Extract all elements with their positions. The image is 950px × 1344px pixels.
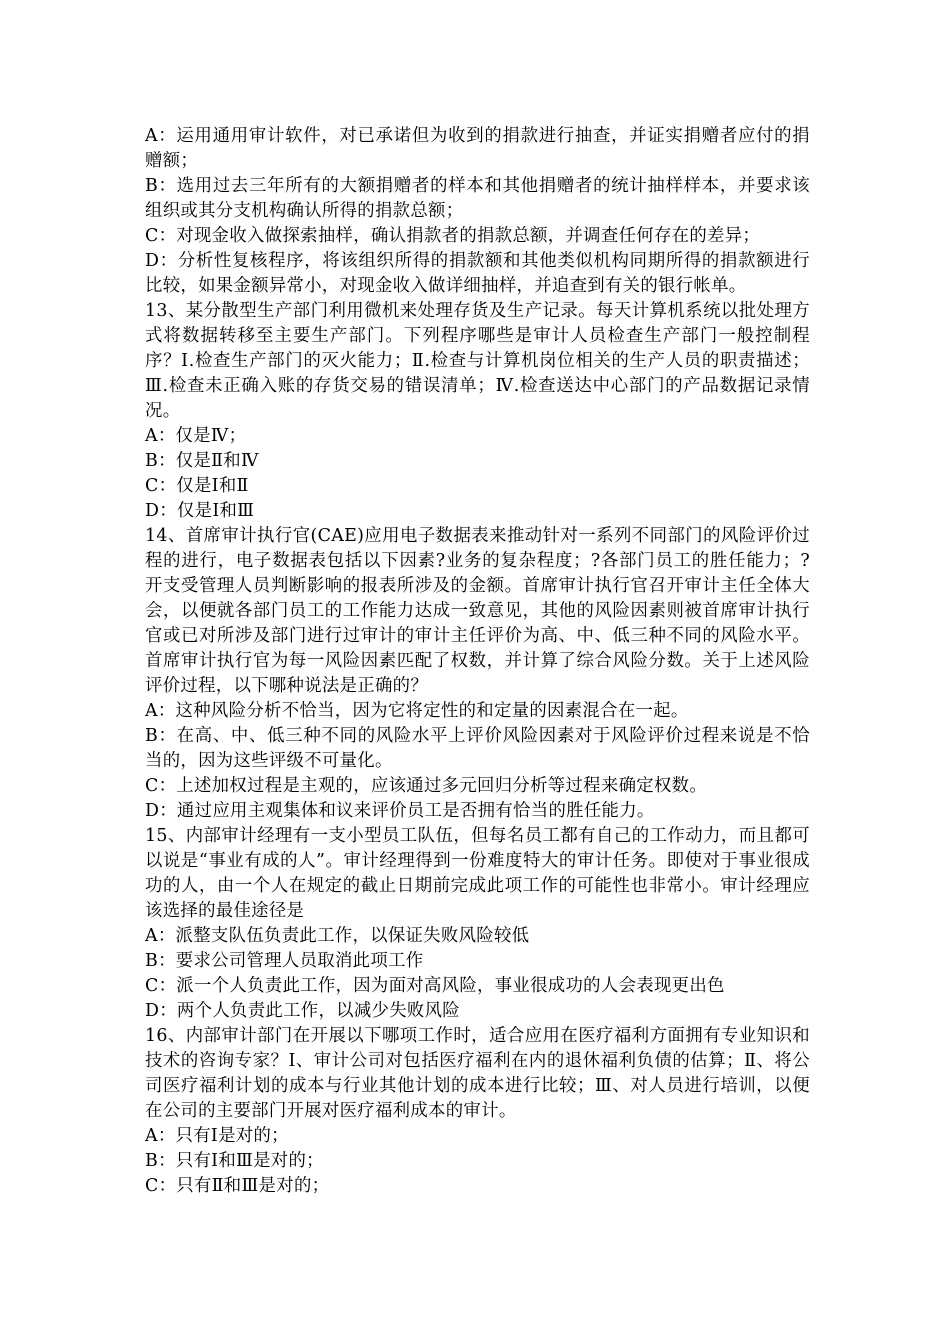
option-a-q15: A：派整支队伍负责此工作，以保证失败风险较低 bbox=[145, 926, 530, 946]
option-b-q12: B：选用过去三年所有的大额捐赠者的样本和其他捐赠者的统计抽样样本，并要求该组织或其分支机构确认所得的捐款总额； bbox=[145, 176, 810, 221]
option-c-q13: C：仅是Ⅰ和Ⅱ bbox=[145, 476, 249, 496]
option-c-q12: C：对现金收入做探索抽样，确认捐款者的捐款总额，并调查任何存在的差异； bbox=[145, 226, 761, 246]
option-b-q13: B：仅是Ⅱ和Ⅳ bbox=[145, 451, 259, 471]
option-c-q16: C：只有Ⅱ和Ⅲ是对的； bbox=[145, 1176, 330, 1196]
question-13: 13、某分散型生产部门利用微机来处理存货及生产记录。每天计算机系统以批处理方式将数据转移至主要生产部门。下列程序哪些是审计人员检查生产部门一般控制程序？Ⅰ.检查生产部门的灭火能力；Ⅱ.检查与计算机岗位相关的生产人员的职责描述；Ⅲ.检查未正确入账的存货交易的错误清单；Ⅳ.检查送达中心部门的产品数据记录情况。 bbox=[145, 301, 810, 421]
option-d-q12: D：分析性复核程序，将该组织所得的捐款额和其他类似机构同期所得的捐款额进行比较，如果金额异常小，对现金收入做详细抽样，并追查到有关的银行帐单。 bbox=[145, 251, 810, 296]
option-d-q13: D：仅是Ⅰ和Ⅲ bbox=[145, 501, 255, 521]
option-c-q14: C：上述加权过程是主观的，应该通过多元回归分析等过程来确定权数。 bbox=[145, 776, 708, 796]
option-a-q12: A：运用通用审计软件，对已承诺但为收到的捐款进行抽查，并证实捐赠者应付的捐赠额； bbox=[145, 126, 810, 171]
option-d-q15: D：两个人负责此工作，以减少失败风险 bbox=[145, 1001, 460, 1021]
option-a-q16: A：只有Ⅰ是对的； bbox=[145, 1126, 289, 1146]
option-d-q14: D：通过应用主观集体和议来评价员工是否拥有恰当的胜任能力。 bbox=[145, 801, 655, 821]
document-page bbox=[145, 124, 810, 1199]
option-c-q15: C：派一个人负责此工作，因为面对高风险，事业很成功的人会表现更出色 bbox=[145, 976, 725, 996]
question-16: 16、内部审计部门在开展以下哪项工作时，适合应用在医疗福利方面拥有专业知识和技术的咨询专家？Ⅰ、审计公司对包括医疗福利在内的退休福利负债的估算；Ⅱ、将公司医疗福利计划的成本与行业其他计划的成本进行比较；Ⅲ、对人员进行培训，以便在公司的主要部门开展对医疗福利成本的审计。 bbox=[145, 1026, 810, 1121]
question-15: 15、内部审计经理有一支小型员工队伍，但每名员工都有自己的工作动力，而且都可以说是“事业有成的人”。审计经理得到一份难度特大的审计任务。即使对于事业很成功的人，由一个人在规定的截止日期前完成此项工作的可能性也非常小。审计经理应该选择的最佳途径是 bbox=[145, 826, 810, 921]
option-a-q14: A：这种风险分析不恰当，因为它将定性的和定量的因素混合在一起。 bbox=[145, 701, 689, 721]
option-b-q15: B：要求公司管理人员取消此项工作 bbox=[145, 951, 424, 971]
option-a-q13: A：仅是Ⅳ； bbox=[145, 426, 247, 446]
question-14: 14、首席审计执行官(CAE)应用电子数据表来推动针对一系列不同部门的风险评价过程的进行，电子数据表包括以下因素?业务的复杂程度；?各部门员工的胜任能力；?开支受管理人员判断影响的报表所涉及的金额。首席审计执行官召开审计主任全体大会，以便就各部门员工的工作能力达成一致意见，其他的风险因素则被首席审计执行官或已对所涉及部门进行过审计的审计主任评价为高、中、低三种不同的风险水平。首席审计执行官为每一风险因素匹配了权数，并计算了综合风险分数。关于上述风险评价过程，以下哪种说法是正确的？ bbox=[145, 526, 810, 696]
option-b-q16: B：只有Ⅰ和Ⅲ是对的； bbox=[145, 1151, 324, 1171]
option-b-q14: B：在高、中、低三种不同的风险水平上评价风险因素对于风险评价过程来说是不恰当的，因为这些评级不可量化。 bbox=[145, 726, 810, 771]
